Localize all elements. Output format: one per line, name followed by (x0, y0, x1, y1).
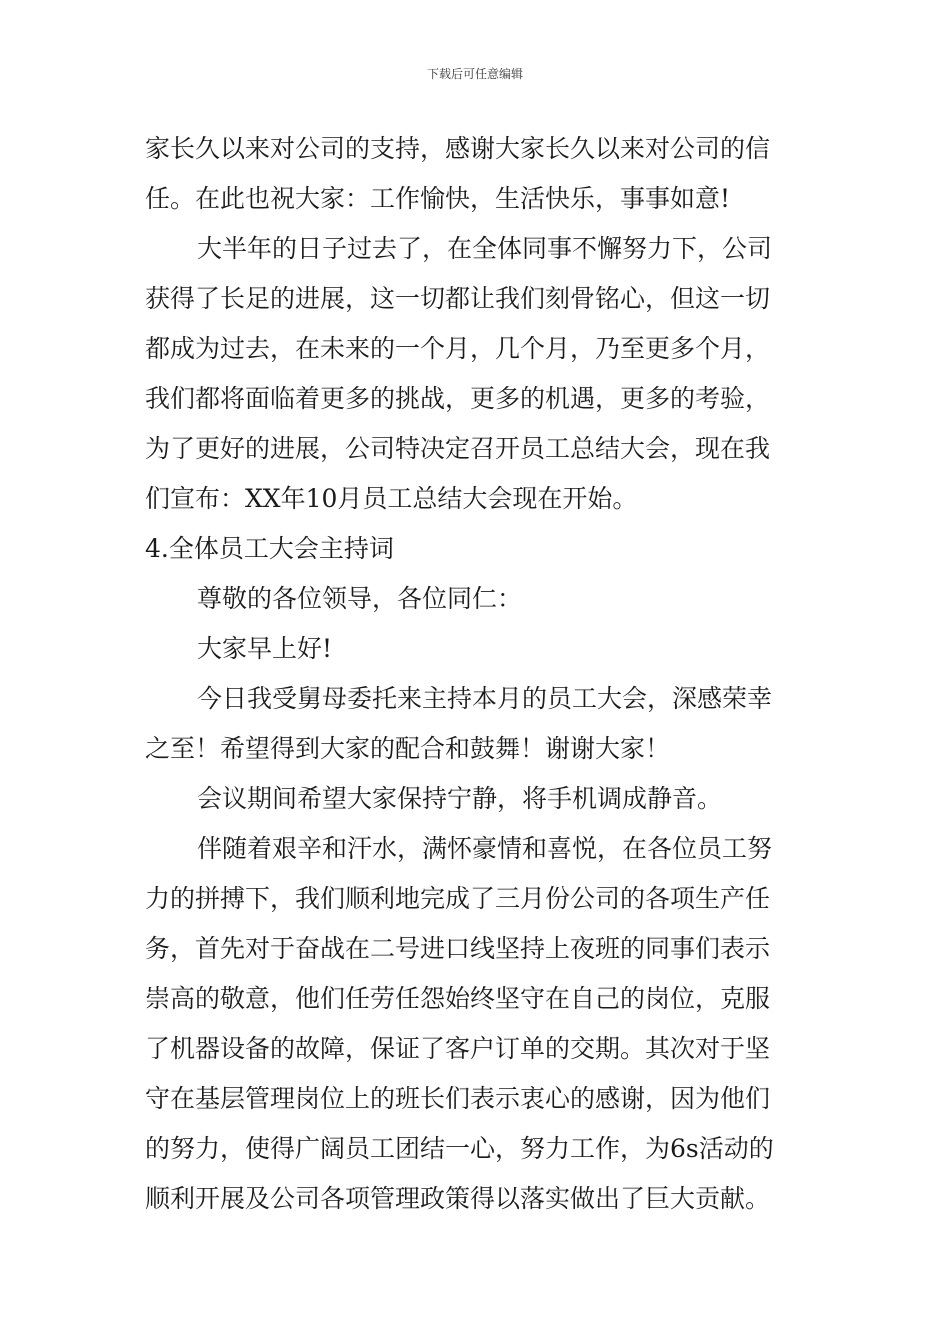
text-line: 力的拼搏下，我们顺利地完成了三月份公司的各项生产任 (145, 884, 771, 913)
text-line: 都成为过去，在未来的一个月，几个月，乃至更多个月， (145, 334, 771, 363)
text-line: 大半年的日子过去了，在全体同事不懈努力下，公司 (197, 234, 773, 263)
document-body (145, 124, 810, 1224)
text-line: 任。在此也祝大家：工作愉快，生活快乐，事事如意! (145, 184, 731, 213)
greeting: 大家早上好! (197, 634, 333, 663)
text-line: 为了更好的进展，公司特决定召开员工总结大会，现在我 (145, 434, 771, 463)
text-line: 我们都将面临着更多的挑战，更多的机遇，更多的考验， (145, 384, 771, 413)
text-line: 崇高的敬意，他们任劳任怨始终坚守在自己的岗位，克服 (145, 984, 771, 1013)
text-line: 守在基层管理岗位上的班长们表示衷心的感谢，因为他们 (145, 1084, 771, 1113)
text-line: 们宣布：XX年10月员工总结大会现在开始。 (145, 484, 638, 513)
text-line: 伴随着艰辛和汗水，满怀豪情和喜悦，在各位员工努 (197, 834, 773, 863)
text-line: 之至！希望得到大家的配合和鼓舞！谢谢大家！ (145, 734, 671, 763)
text-line: 了机器设备的故障，保证了客户订单的交期。其次对于坚 (145, 1034, 771, 1063)
text-line: 会议期间希望大家保持宁静，将手机调成静音。 (197, 784, 723, 813)
page-header: 下载后可任意编辑 (426, 67, 523, 81)
text-line: 顺利开展及公司各项管理政策得以落实做出了巨大贡献。 (145, 1184, 771, 1213)
text-line: 获得了长足的进展，这一切都让我们刻骨铭心，但这一切 (145, 284, 771, 313)
section-heading: 4.全体员工大会主持词 (145, 534, 394, 563)
text-line: 家长久以来对公司的支持，感谢大家长久以来对公司的信 (145, 134, 771, 163)
text-line: 的努力，使得广阔员工团结一心，努力工作，为6s活动的 (145, 1134, 774, 1163)
text-line: 今日我受舅母委托来主持本月的员工大会，深感荣幸 (197, 684, 773, 713)
salutation: 尊敬的各位领导，各位同仁： (197, 584, 523, 613)
text-line: 务，首先对于奋战在二号进口线坚持上夜班的同事们表示 (145, 934, 771, 963)
